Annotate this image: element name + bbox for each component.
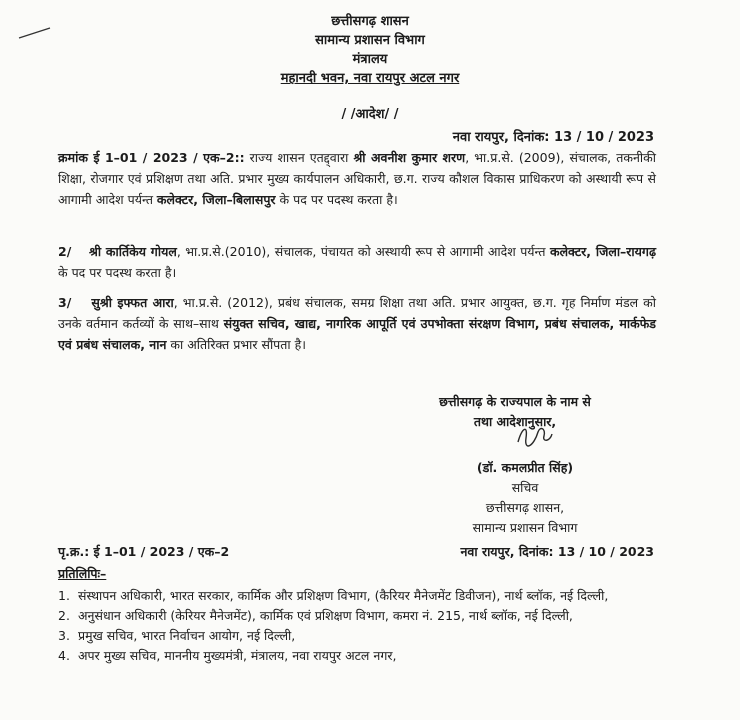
list-item: 1. संस्थापन अधिकारी, भारत सरकार, कार्मिक और प्रशिक्षण विभाग, (कैरियर मैनेजमेंट डिवीजन), नार्थ ब्लॉक, नई दिल्ली, xyxy=(58,588,609,603)
signature-line-2: तथा आदेशानुसार, xyxy=(473,414,557,429)
list-item: 3. प्रमुख सचिव, भारत निर्वाचन आयोग, नई दिल्ली, xyxy=(58,628,296,643)
officer-name: श्री अवनीश कुमार शरण xyxy=(353,150,466,165)
copy-list xyxy=(58,586,668,666)
paragraph-number: 3/ xyxy=(58,295,72,310)
signatory-designation: सचिव xyxy=(511,480,539,495)
paragraph-number: 2/ xyxy=(58,244,72,259)
signatory xyxy=(430,458,620,538)
order-title: / /आदेश/ / xyxy=(341,107,399,122)
posting: कलेक्टर, जिला–रायगढ़ xyxy=(549,244,656,259)
list-item: 2. अनुसंधान अधिकारी (केरियर मैनेजमेंट), कार्मिक एवं प्रशिक्षण विभाग, कमरा नं. 215, नार्थ ब्लॉक, नई दिल्ली, xyxy=(58,608,573,623)
handwritten-initials xyxy=(512,420,556,450)
signatory-name: (डॉ. कमलप्रीत सिंह) xyxy=(476,460,574,475)
copy-to-heading: प्रतिलिपिः– xyxy=(58,566,107,581)
order-paragraph-3: 3/ सुश्री इफ्फत आरा, भा.प्र.से. (2012), प्रबंध संचालक, समग्र शिक्षा तथा अति. प्रभार आयुक्त, छ.ग. गृह निर्माण मंडल को उनके वर्तमान कर्तव्यों के साथ–साथ संयुक्त सचिव, खाद्य, नागरिक आपूर्ति एवं उपभोक्ता संरक्षण विभाग, प्रबंध संचालक, मार्कफेड एवं प्रबंध संचालक, नान का अतिरिक्त प्रभार सौंपता है। xyxy=(58,295,656,352)
header-secretariat: मंत्रालय xyxy=(352,52,388,67)
header-department: सामान्य प्रशासन विभाग xyxy=(315,33,425,48)
order-date: नवा रायपुर, दिनांक: 13 / 10 / 2023 xyxy=(452,130,654,145)
signatory-org-2: सामान्य प्रशासन विभाग xyxy=(472,520,578,535)
list-item: 4. अपर मुख्य सचिव, माननीय मुख्यमंत्री, मंत्रालय, नवा रायपुर अटल नगर, xyxy=(58,648,397,663)
signature-line-1: छत्तीसगढ़ के राज्यपाल के नाम से xyxy=(439,394,591,409)
endorsement-date: नवा रायपुर, दिनांक: 13 / 10 / 2023 xyxy=(460,544,654,559)
signatory-org-1: छत्तीसगढ़ शासन, xyxy=(485,500,565,515)
order-reference: क्रमांक ई 1–01 / 2023 / एक–2:: xyxy=(58,150,245,165)
posting: संयुक्त सचिव, खाद्य, नागरिक आपूर्ति एवं उपभोक्ता संरक्षण विभाग, प्रबंध संचालक, मार्कफेड एवं प्रबंध संचालक, नान xyxy=(58,316,656,352)
officer-name: श्री कार्तिकेय गोयल xyxy=(89,244,177,259)
letterhead xyxy=(0,12,740,88)
endorsement-reference: पृ.क्र.: ई 1–01 / 2023 / एक–2 xyxy=(58,544,230,559)
header-address: महानदी भवन, नवा रायपुर अटल नगर xyxy=(280,71,460,86)
officer-name: सुश्री इफ्फत आरा xyxy=(91,295,174,310)
order-paragraph-2: 2/ श्री कार्तिकेय गोयल, भा.प्र.से.(2010), संचालक, पंचायत को अस्थायी रूप से आगामी आदेश पर्यन्त कलेक्टर, जिला–रायगढ़ के पद पर पदस्थ करता है। xyxy=(58,244,656,280)
order-paragraph-1: क्रमांक ई 1–01 / 2023 / एक–2:: राज्य शासन एतद्द्वारा श्री अवनीश कुमार शरण, भा.प्र.से. (2009), संचालक, तकनीकी शिक्षा, रोजगार एवं प्रशिक्षण तथा अति. प्रभार मुख्य कार्यपालन अधिकारी, छ.ग. राज्य कौशल विकास प्राधिकरण को अस्थायी रूप से आगामी आदेश पर्यन्त कलेक्टर, जिला–बिलासपुर के पद पर पदस्थ करता है। xyxy=(58,150,656,207)
posting: कलेक्टर, जिला–बिलासपुर xyxy=(156,192,276,207)
header-state-government: छत्तीसगढ़ शासन xyxy=(331,14,409,29)
